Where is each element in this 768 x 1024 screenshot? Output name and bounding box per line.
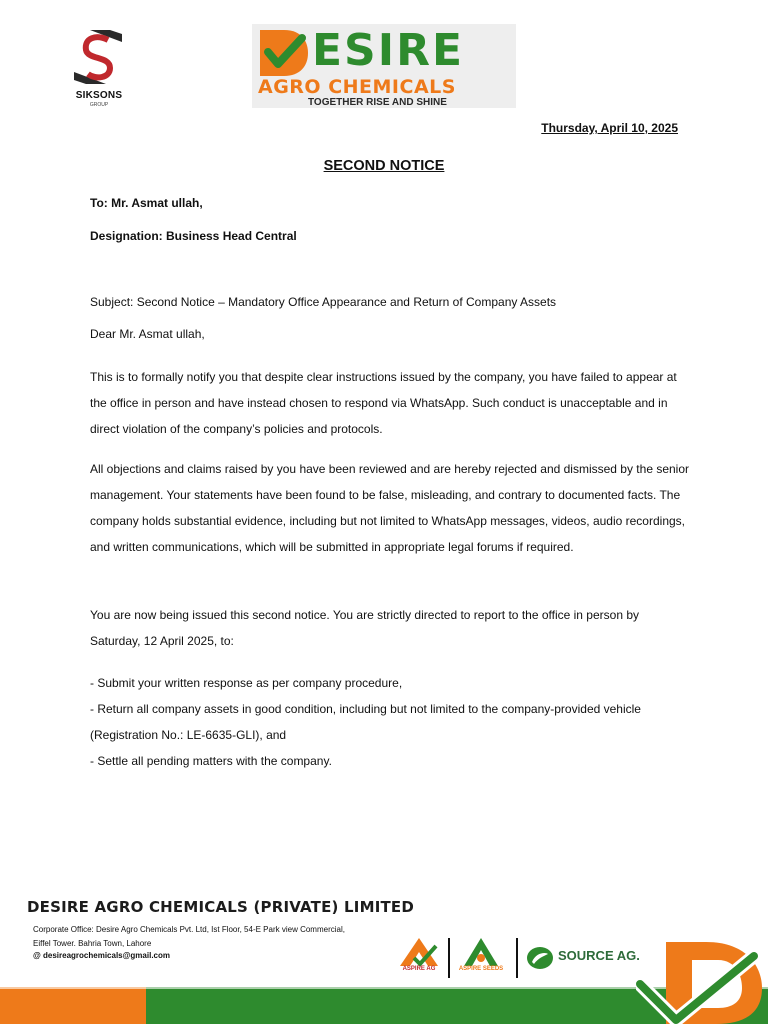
recipient-line: To: Mr. Asmat ullah, [90,196,203,210]
siksons-sub: GROUP [89,102,109,108]
aspire-seeds-logo [456,936,506,982]
desire-logo-tagline: TOGETHER RISE AND SHINE [308,97,447,108]
brand-divider [448,938,450,978]
aspire-ag-label: ASPIRE AG [402,966,436,972]
desire-logo-word: ESIRE [312,25,465,76]
paragraph-3: You are now being issued this second notice. You are strictly directed to report to the office in person by Saturday, 12 April 2025, to: [90,608,640,648]
desire-d-check-icon [636,938,768,1024]
brand-logos [392,934,642,982]
siksons-logo [66,28,132,110]
desire-logo-agro: AGRO CHEMICALS [258,76,456,98]
notice-title: SECOND NOTICE [323,158,445,174]
siksons-s-icon [72,28,124,86]
footer-band-orange [0,987,146,1024]
brand-divider [516,938,518,978]
aspire-seeds-icon [456,936,506,968]
aspire-seeds-label: ASPIRE SEEDS [458,966,504,972]
directive-2: - Return all company assets in good condition, including but not limited to the company-provided vehicle (Registration No.: LE-6635-GLI), and [90,702,641,742]
aspire-ag-icon [396,936,442,968]
source-ag-label: SOURCE AG. [558,948,640,963]
salutation-line: Dear Mr. Asmat ullah, [90,327,205,341]
paragraph-1: This is to formally notify you that despite clear instructions issued by the company, you have failed to appear at the office in person and have instead chosen to respond via WhatsApp. Such conduct is unacceptable and in direct violation of the company’s policies and protocols. [90,370,677,436]
directive-1: - Submit your written response as per company procedure, [90,676,403,690]
footer-email: @ desireagrochemicals@gmail.com [33,951,170,960]
paragraph-2: All objections and claims raised by you have been reviewed and are hereby rejected and dismissed by the senior management. Your statements have been found to be false, misleading, and contrary to documented facts. The company holds substantial evidence, including but not limited to WhatsApp messages, videos, audio recordings, and written communications, which will be submitted in appropriate legal forums if required. [90,462,690,554]
designation-line: Designation: Business Head Central [90,229,297,243]
footer-company-name: DESIRE AGRO CHEMICALS (PRIVATE) LIMITED [27,898,415,916]
source-ag-logo [526,946,642,974]
desire-logo [252,24,516,108]
siksons-name: SIKSONS [75,90,123,101]
aspire-ag-logo [396,936,442,982]
letter-date: Thursday, April 10, 2025 [541,121,678,135]
leaf-icon [526,946,554,970]
directive-3: - Settle all pending matters with the company. [90,754,332,768]
subject-line: Subject: Second Notice – Mandatory Office Appearance and Return of Company Assets [90,295,557,309]
desire-d-check-icon [258,28,310,78]
footer-address: Corporate Office: Desire Agro Chemicals Pvt. Ltd, Ist Floor, 54-E Park view Commercial, Eiffel Tower. Bahria Town, Lahore [33,925,345,948]
